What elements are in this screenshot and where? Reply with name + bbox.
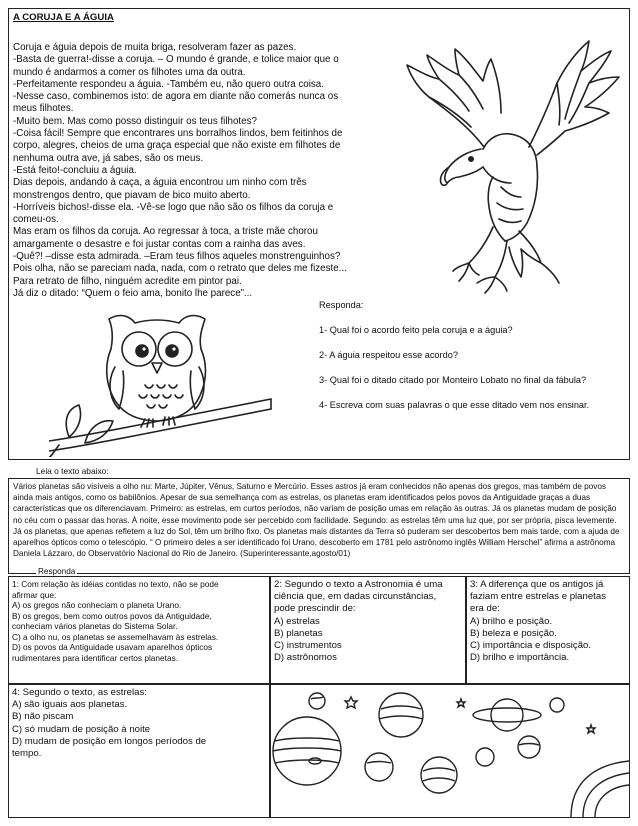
q2-option: B) planetas: [274, 627, 323, 639]
question-item: 3- Qual foi o ditado citado por Monteiro Lobato no final da fábula?: [319, 375, 587, 385]
q3-line: 3: A diferença que os antigos já: [470, 579, 604, 590]
q2-line: pode prescindir de:: [274, 603, 356, 615]
question-item: 2- A águia respeitou esse acordo?: [319, 350, 458, 360]
q3-option: D) brilho e importância.: [470, 652, 570, 664]
story-line: mundo é andarmos a comer os filhotes uma da outra.: [13, 66, 246, 78]
story-questions: [319, 299, 619, 424]
q2-option: C) instrumentos: [274, 640, 342, 652]
q2-option: A) estrelas: [274, 615, 320, 627]
question-item: 1- Qual foi o acordo feito pela coruja e a águia?: [319, 325, 513, 335]
story-line: Pois olha, não se pareciam nada, nada, com o retrato que deles me fizeste...: [13, 263, 347, 275]
owl-illustration: [49, 309, 274, 457]
eagle-illustration: [389, 27, 625, 302]
q4-option: A) são iguais aos planetas.: [12, 699, 128, 711]
q1-option: D) os povos da Antiguidade usavam aparelhos ópticos: [12, 642, 213, 652]
q3-line: era de:: [470, 603, 500, 615]
story-line: -Perfeitamente respondeu a águia. -Também eu, não quero outra coisa.: [13, 78, 324, 90]
story-line: -Coisa fácil! Sempre que encontrares uns borralhos lindos, bem feitinhos de: [13, 128, 343, 140]
q2-line: ciência que, em dadas circunstâncias,: [274, 591, 437, 603]
q1-line: rudimentares para identificar certos planetas.: [12, 652, 179, 663]
q4-line: 4: Segundo o texto, as estrelas:: [12, 687, 147, 698]
planets-illustration-box: [270, 684, 630, 818]
q1-line: conheciam vários planetas do Sistema Solar.: [12, 621, 178, 631]
story-line: -Basta de guerra!-disse a coruja. – O mundo é grande, e tolice maior que o: [13, 54, 339, 66]
astronomy-passage: Vários planetas são visíveis a olho nu: Marte, Júpiter, Vênus, Saturno e Mercúrio. Esses astros já eram conhecidos não apenas dos gregos, mas também de povos ainda mais antigos, como os babilônios. Apesar de sua semelhança com as estrelas, os planetas eram identificados pelos povos da Antiguidade graças a duas características que os diferenciavam. Primeiro: as estrelas, em curtos períodos, não variam de posição umas em relação às outras. Já os planetas mudam de posição no céu com o passar das horas. À noite, esse movimento pode ser percebido com facilidade. Segundo: as estrelas têm uma luz que, por ser própria, pisca levemente. Já os planetas, que apenas refletem a luz do Sol, têm um brilho fixo. Os planetas mais distantes da Terra só puderam ser descobertos bem mais tarde, com a ajuda de aparelhos ópticos como o telescópio. “ O primeiro deles a ser identificado foi Urano, descoberto em 1781 pelo astrônomo inglês William Herschel” afirma a astrônoma Daniela Lázzaro, do Observatório Nacional do Rio de Janeiro. (Superinteressante,agosto/01): [8, 478, 630, 574]
story-line: Mas eram os filhos da coruja. Ao regressar à toca, a triste mãe chorou: [13, 226, 318, 238]
story-line: monstrengos dentro, que piavam de bico muito aberto.: [13, 189, 251, 201]
q1-option: B) os gregos, bem como outros povos da Antiguidade,: [12, 610, 212, 621]
q1-line: afirmar que:: [12, 589, 57, 600]
q1-option: C) a olho nu, os planetas se assemelhavam às estrelas.: [12, 631, 219, 642]
q4-option: C) só mudam de posição à noite: [12, 723, 151, 735]
story-line: corpo, alegres, cheios de uma graça especial que não existe em filhotes de: [13, 140, 341, 152]
question-4-box: [8, 684, 270, 818]
question-item: 4- Escreva com suas palavras o que esse ditado vem nos ensinar.: [319, 400, 590, 410]
question-3-box: [466, 576, 630, 684]
story-line: -Horríveis bichos!-disse ela. -Vê-se logo que não são os filhos da coruja e: [13, 201, 334, 213]
q1-option: A) os gregos não conheciam o planeta Urano.: [12, 600, 182, 610]
story-title: A CORUJA E A ÁGUIA: [13, 12, 114, 23]
story-line: Coruja e águia depois de muita briga, resolveram fazer as pazes.: [13, 42, 297, 53]
q4-option: D) mudam de posição em longos períodos de: [12, 735, 207, 747]
questions-heading: Responda:: [319, 300, 364, 310]
story-line: -Muito bem. Mas como posso distinguir os teus filhotes?: [13, 115, 257, 127]
q2-line: 2: Segundo o texto a Astronomia é uma: [274, 579, 443, 590]
q3-option: B) beleza e posição.: [470, 627, 557, 639]
story-line: amargamente o desastre e foi justar contas com a rainha das aves.: [13, 238, 306, 250]
q4-line: tempo.: [12, 748, 42, 760]
story-line: -Está feito!-concluiu a águia.: [13, 164, 137, 176]
read-label: Leia o texto abaixo:: [36, 466, 109, 476]
story-box: [8, 8, 630, 460]
planets-illustration: [271, 685, 629, 817]
question-1-box: [8, 576, 270, 684]
question-2-box: [270, 576, 466, 684]
story-line: nenhuma outra ave, já sabes, são os meus.: [13, 152, 204, 164]
q3-option: C) importância e disposição.: [470, 640, 592, 652]
story-line: -Nesse caso, combinemos isto: de agora em diante não comerás nunca os: [13, 91, 339, 103]
answer-label: Responda: [38, 567, 76, 576]
story-line: comeu-os.: [13, 214, 59, 226]
story-line: meus filhotes.: [13, 103, 74, 115]
q3-line: faziam entre estrelas e planetas: [470, 591, 606, 603]
story-line: Para retrato de filho, ninguém acredite em pintor pai.: [13, 275, 242, 287]
q3-option: A) brilho e posição.: [470, 615, 553, 627]
q4-option: B) não piscam: [12, 711, 74, 723]
q1-line: 1: Com relação às idéias contidas no texto, não se pode: [12, 579, 219, 589]
story-line: -Quê?! –disse esta admirada. –Eram teus filhos aqueles monstrenguinhos?: [13, 251, 341, 263]
story-text: [13, 42, 385, 300]
story-line: Dias depois, andando à caça, a águia encontrou um ninho com três: [13, 177, 307, 189]
story-line: Já diz o ditado: “Quem o feio ama, bonito lhe parece”...: [13, 287, 253, 299]
q2-option: D) astrônomos: [274, 652, 337, 664]
